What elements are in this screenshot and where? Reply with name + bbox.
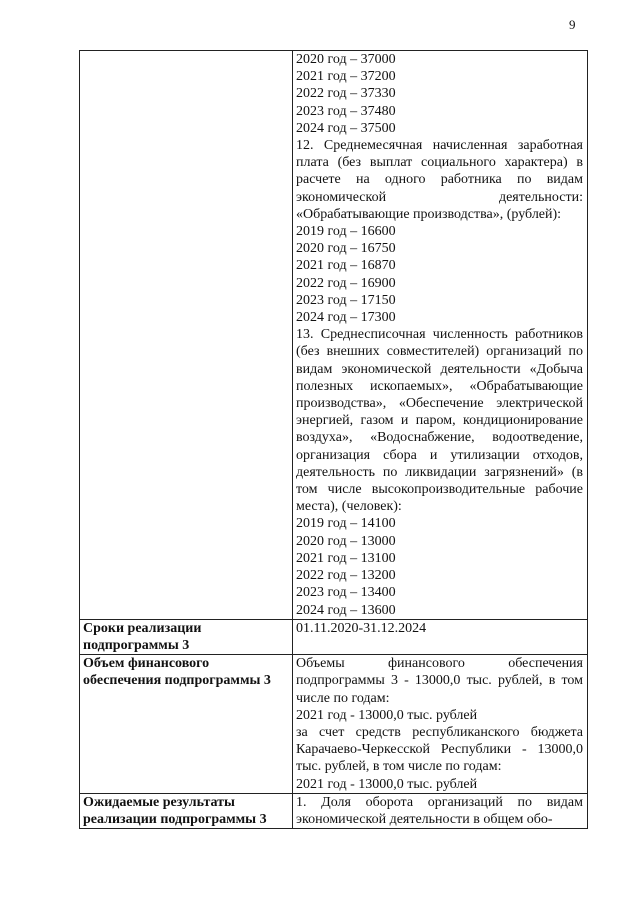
year-value: 2020 год – 37000 bbox=[296, 52, 396, 67]
subprogram-passport-table bbox=[79, 50, 588, 829]
expected-results-value-cell bbox=[293, 793, 588, 828]
expected-results-label: Ожидаемые результаты реализации подпрограммы 3 bbox=[80, 793, 293, 828]
implementation-period-row bbox=[80, 619, 588, 654]
year-value: 2020 год – 16750 bbox=[296, 241, 396, 257]
page-number: 9 bbox=[569, 17, 576, 32]
year-value: 2021 год – 37200 bbox=[296, 69, 396, 85]
financing-year-value: 2021 год - 13000,0 тыс. рублей bbox=[296, 776, 478, 792]
year-value: 2019 год – 16600 bbox=[296, 224, 396, 240]
year-value: 2024 год – 13600 bbox=[296, 602, 396, 618]
year-value: 2022 год – 37330 bbox=[296, 86, 396, 102]
indicators-label-cell bbox=[80, 51, 293, 620]
financing-total-text: Объемы финансового обеспечения подпрограммы 3 - 13000,0 тыс. рублей, в том числе по годам: bbox=[296, 656, 583, 706]
expected-results-row bbox=[80, 793, 588, 828]
financing-label: Объем финансового обеспечения подпрограммы 3 bbox=[80, 655, 293, 794]
year-value: 2023 год – 37480 bbox=[296, 103, 396, 119]
expected-results-text: 1. Доля оборота организаций по видам экономической деятельности в общем обо- bbox=[296, 794, 583, 827]
indicators-row bbox=[80, 51, 588, 620]
year-value: 2019 год – 14100 bbox=[296, 516, 396, 532]
year-value: 2024 год – 37500 bbox=[296, 120, 396, 136]
implementation-period-label: Сроки реализации подпрограммы 3 bbox=[80, 619, 293, 654]
year-value: 2024 год – 17300 bbox=[296, 310, 396, 326]
financing-row bbox=[80, 655, 588, 794]
year-value: 2022 год – 16900 bbox=[296, 275, 396, 291]
financing-year-value: 2021 год - 13000,0 тыс. рублей bbox=[296, 707, 478, 723]
year-value: 2022 год – 13200 bbox=[296, 568, 396, 584]
year-value: 2023 год – 13400 bbox=[296, 585, 396, 601]
year-value: 2020 год – 13000 bbox=[296, 533, 396, 549]
financing-value-cell bbox=[293, 655, 588, 794]
indicator-12-text: 12. Среднемесячная начисленная заработная плата (без выплат социального характера) в расчете на одного работника по видам экономической деятельности: «Обрабатывающие производства», (рублей): bbox=[296, 138, 583, 222]
indicators-value-cell bbox=[293, 51, 588, 620]
implementation-period-value: 01.11.2020-31.12.2024 bbox=[293, 619, 588, 654]
year-value: 2023 год – 17150 bbox=[296, 292, 396, 308]
year-value: 2021 год – 13100 bbox=[296, 550, 396, 566]
year-value: 2021 год – 16870 bbox=[296, 258, 396, 274]
financing-source-text: за счет средств республиканского бюджета Карачаево-Черкесской Республики - 13000,0 тыс. рублей, в том числе по годам: bbox=[296, 724, 583, 775]
indicator-13-text: 13. Среднесписочная численность работников (без внешних совместителей) организаций по видам экономической деятельности «Добыча полезных ископаемых», «Обрабатывающие производства», «Обеспечение электрической энергией, газом и паром, кондиционирование воздуха», «Водоснабжение, водоотведение, организация сбора и утилизации отходов, деятельность по ликвидации загрязнений» (в том числе высокопроизводительные рабочие места), (человек): bbox=[296, 327, 583, 515]
